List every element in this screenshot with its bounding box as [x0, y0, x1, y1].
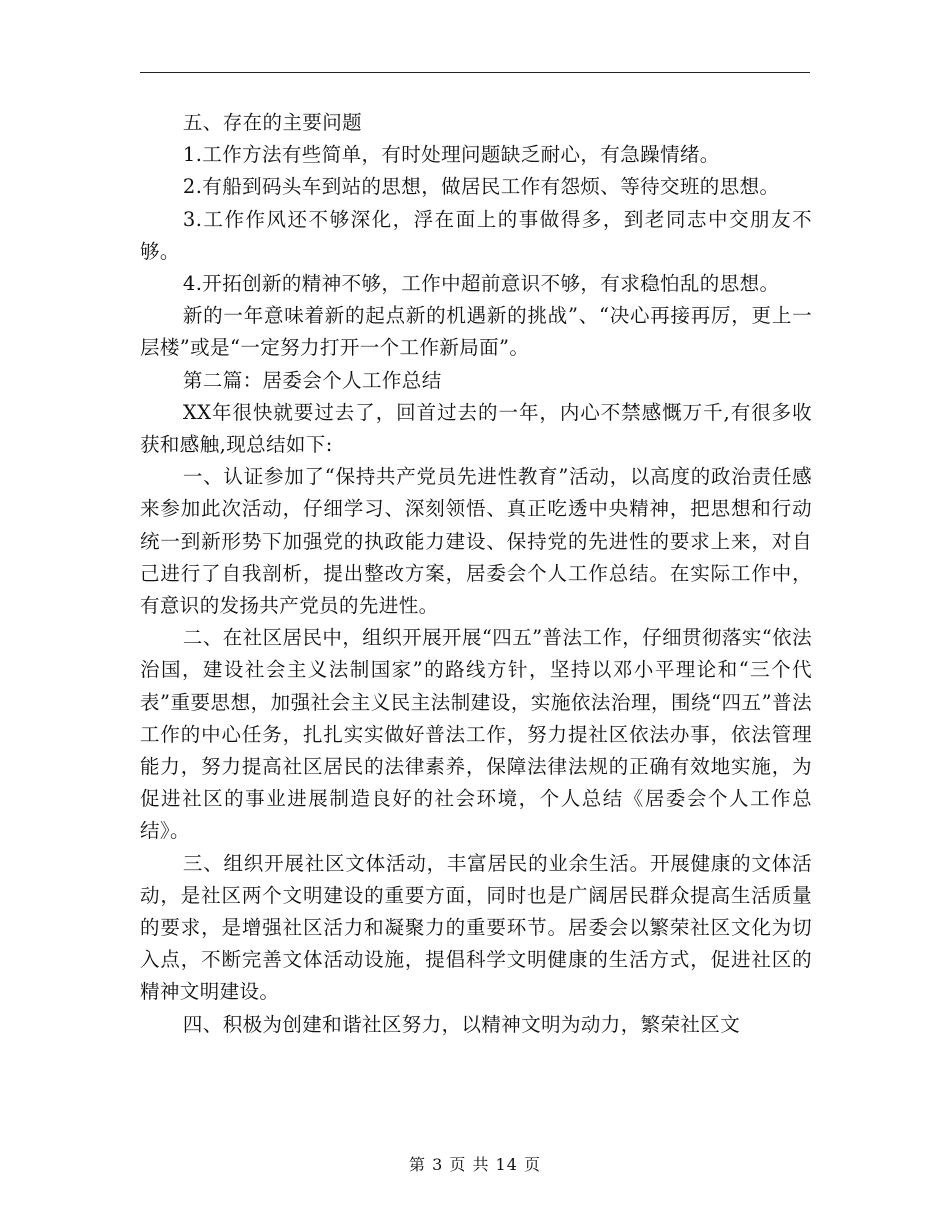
problem-item-4: 4.开拓创新的精神不够，工作中超前意识不够，有求稳怕乱的思想。	[182, 272, 780, 296]
section-three-paragraph: 三、组织开展社区文体活动，丰富居民的业余生活。开展健康的文体活动，是社区两个文明建设的重要方面，同时也是广阔居民群众提高生活质量的要求，是增强社区活力和凝聚力的重要环节。居委会以繁荣社区文化为切入点，不断完善文体活动设施，提倡科学文明健康的生活方式，促进社区的精神文明建设。	[140, 851, 812, 1004]
problem-item-1: 1.工作方法有些简单，有时处理问题缺乏耐心，有急躁情绪。	[182, 143, 720, 167]
section-heading-problems: 五、存在的主要问题	[182, 111, 362, 134]
section-four-paragraph: 四、积极为创建和谐社区努力，以精神文明为动力，繁荣社区文	[182, 1012, 741, 1036]
page-footer: 第 3 页 共 14 页	[409, 1155, 541, 1174]
new-year-paragraph: 新的一年意味着新的起点新的机遇新的挑战”、“决心再接再厉，更上一层楼”或是“一定努力打开一个工作新局面”。	[140, 304, 812, 360]
problem-item-3: 3.工作作风还不够深化，浮在面上的事做得多，到老同志中交朋友不够。	[140, 207, 812, 263]
section-two-paragraph: 二、在社区居民中，组织开展开展“四五”普法工作，仔细贯彻落实“依法治国，建设社会主义法制国家”的路线方针，坚持以邓小平理论和“三个代表”重要思想，加强社会主义民主法制建设，实施依法治理，围绕“四五”普法工作的中心任务，扎扎实实做好普法工作，努力提社区依法办事，依法管理能力，努力提高社区居民的法律素养，保障法律法规的正确有效地实施，为促进社区的事业进展制造良好的社会环境，个人总结《居委会个人工作总结》。	[140, 626, 812, 843]
header-rule	[140, 72, 810, 73]
problem-item-2: 2.有船到码头车到站的思想，做居民工作有怨烦、等待交班的思想。	[182, 175, 780, 199]
section-one-paragraph: 一、认证参加了“保持共产党员先进性教育”活动，以高度的政治责任感来参加此次活动，仔细学习、深刻领悟、真正吃透中央精神，把思想和行动统一到新形势下加强党的执政能力建设、保持党的先进性的要求上来，对自己进行了自我剖析，提出整改方案，居委会个人工作总结。在实际工作中，有意识的发扬共产党员的先进性。	[140, 465, 812, 618]
chapter-two-heading: 第二篇：居委会个人工作总结	[182, 368, 442, 392]
intro-paragraph: XX年很快就要过去了，回首过去的一年，内心不禁感慨万千,有很多收获和感触,现总结如下:	[140, 400, 812, 457]
document-body	[140, 107, 812, 1041]
